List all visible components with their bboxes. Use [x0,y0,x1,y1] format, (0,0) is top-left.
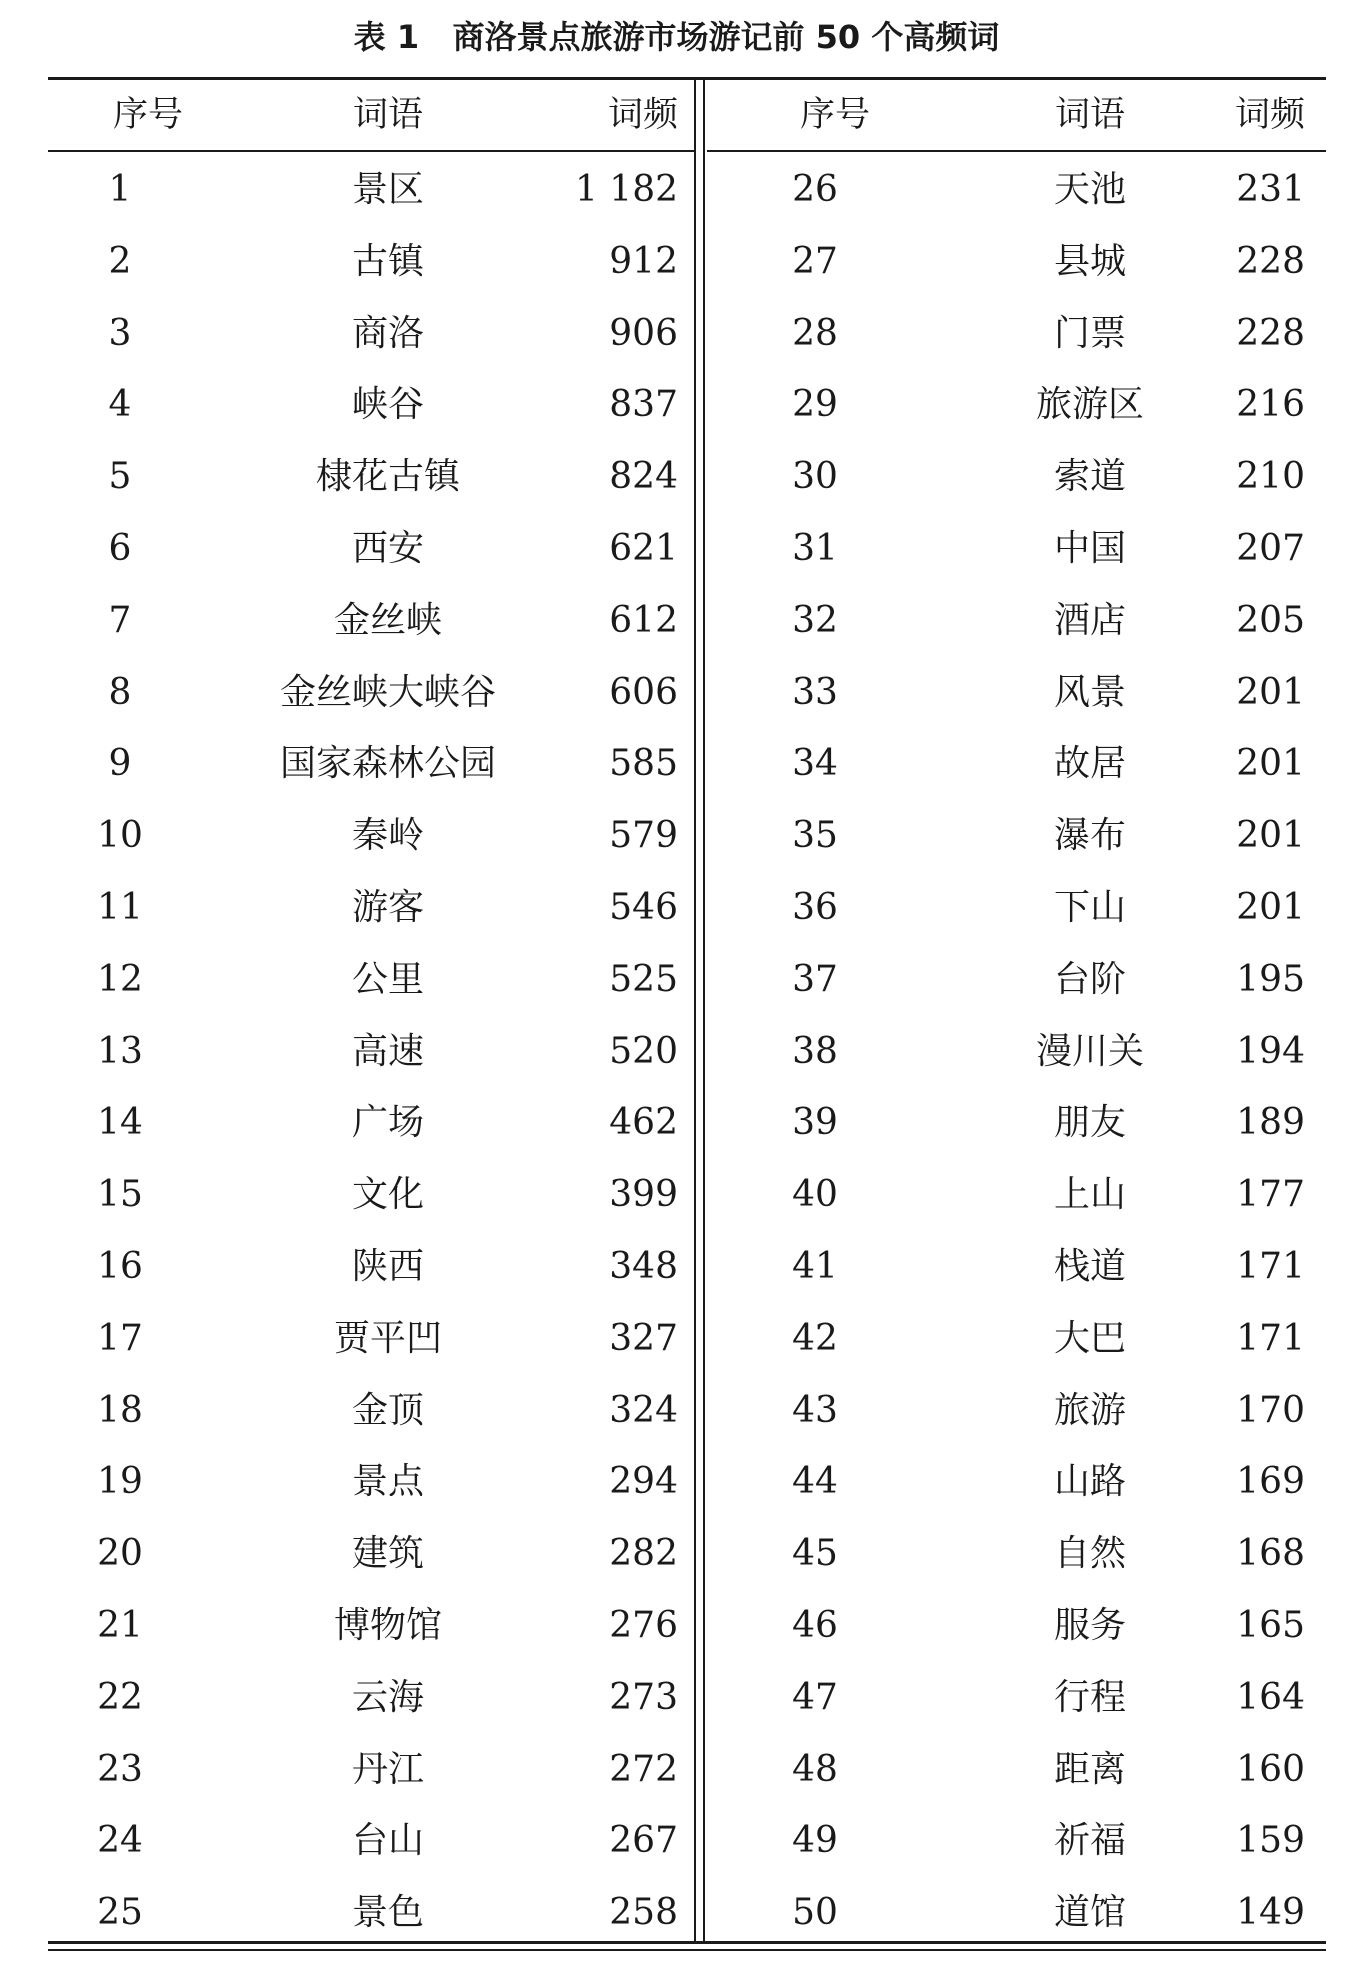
cell-index: 4 [108,384,132,426]
table-row [48,1087,694,1159]
cell-index: 48 [792,1748,838,1790]
cell-index: 32 [792,599,838,641]
header-index: 序号 [112,95,183,135]
cell-index: 15 [97,1174,143,1216]
column-divider-left-line [694,80,696,1941]
table-row [705,1518,1326,1590]
header-frequency: 词频 [607,95,678,135]
header-index: 序号 [799,95,870,135]
table-row [705,872,1326,944]
cell-frequency: 525 [609,958,678,1000]
cell-word: 酒店 [1053,599,1126,641]
table-row [705,298,1326,370]
cell-index: 18 [97,1389,143,1431]
table-bottom-rule-second [48,1949,1326,1951]
table-row [705,154,1326,226]
cell-word: 漫川关 [1035,1030,1144,1072]
cell-index: 30 [792,456,838,498]
table-row [48,1231,694,1303]
table-row [705,1805,1326,1877]
cell-word: 景色 [351,1892,424,1934]
cell-word: 台山 [351,1820,424,1862]
cell-word: 陕西 [351,1245,424,1287]
table-row [705,513,1326,585]
table-row [705,1734,1326,1806]
cell-word: 文化 [351,1174,424,1216]
table-row [48,1805,694,1877]
cell-index: 11 [97,886,143,928]
cell-word: 景区 [351,169,424,210]
table-row [705,1303,1326,1375]
table-row [48,1518,694,1590]
cell-frequency: 159 [1236,1820,1305,1862]
cell-index: 13 [97,1030,143,1072]
cell-index: 37 [792,958,838,1000]
cell-word: 游客 [351,886,424,928]
table-row [705,1590,1326,1662]
table-row [48,513,694,585]
cell-word: 门票 [1053,312,1126,354]
cell-index: 44 [792,1461,838,1503]
cell-word: 景点 [351,1461,424,1503]
cell-frequency: 177 [1236,1174,1305,1216]
cell-index: 46 [792,1604,838,1646]
table-caption: 表 1 商洛景点旅游市场游记前 50 个高频词 [353,18,1000,56]
cell-index: 19 [97,1461,143,1503]
cell-frequency: 606 [609,671,678,713]
cell-word: 金丝峡大峡谷 [279,671,496,713]
table-row [705,1662,1326,1734]
cell-word: 国家森林公园 [279,743,496,785]
cell-word: 栈道 [1053,1245,1126,1287]
table-row [48,1159,694,1231]
cell-word: 金丝峡 [333,599,442,641]
cell-frequency: 189 [1236,1102,1305,1144]
cell-word: 古镇 [351,240,424,282]
cell-index: 38 [792,1030,838,1072]
cell-frequency: 194 [1236,1030,1305,1072]
cell-index: 40 [792,1174,838,1216]
table-header-row [705,80,1326,152]
cell-word: 旅游区 [1035,384,1144,426]
cell-index: 35 [792,815,838,857]
cell-word: 金顶 [351,1389,424,1431]
table-row [705,800,1326,872]
table-row [705,441,1326,513]
table-row [705,1016,1326,1088]
table-row [48,441,694,513]
cell-index: 50 [792,1892,838,1934]
table-header-row [48,80,694,152]
cell-frequency: 579 [609,815,678,857]
table-row [48,728,694,800]
table-row [48,1016,694,1088]
table-row [48,585,694,657]
cell-word: 秦岭 [351,815,424,857]
table-row [48,872,694,944]
table-row [705,369,1326,441]
cell-word: 道馆 [1053,1892,1126,1934]
cell-frequency: 612 [609,599,678,641]
cell-word: 丹江 [351,1748,424,1790]
cell-frequency: 228 [1236,312,1305,354]
table-row [705,1446,1326,1518]
cell-word: 大巴 [1053,1317,1126,1359]
cell-frequency: 210 [1236,456,1305,498]
cell-word: 贾平凹 [333,1317,442,1359]
table-row [48,1446,694,1518]
table-row [48,1877,694,1949]
table-row [705,1231,1326,1303]
cell-index: 24 [97,1820,143,1862]
cell-index: 1 [108,169,132,210]
cell-word: 自然 [1053,1533,1126,1575]
header-word: 词语 [1054,95,1125,135]
cell-frequency: 272 [609,1748,678,1790]
cell-index: 17 [97,1317,143,1359]
cell-frequency: 546 [609,886,678,928]
cell-index: 43 [792,1389,838,1431]
cell-word: 旅游 [1053,1389,1126,1431]
cell-word: 高速 [351,1030,424,1072]
cell-frequency: 282 [609,1533,678,1575]
cell-frequency: 837 [609,384,678,426]
cell-frequency: 621 [609,527,678,569]
cell-index: 45 [792,1533,838,1575]
cell-word: 广场 [351,1102,424,1144]
cell-index: 21 [97,1604,143,1646]
cell-word: 天池 [1053,169,1126,210]
cell-index: 29 [792,384,838,426]
table-row [705,226,1326,298]
cell-index: 49 [792,1820,838,1862]
table-row [48,657,694,729]
cell-word: 故居 [1053,743,1126,785]
cell-word: 行程 [1053,1676,1126,1718]
cell-frequency: 164 [1236,1676,1305,1718]
cell-word: 县城 [1053,240,1126,282]
cell-index: 23 [97,1748,143,1790]
table-row [48,226,694,298]
cell-frequency: 171 [1236,1317,1305,1359]
cell-index: 27 [792,240,838,282]
table-row [705,944,1326,1016]
cell-word: 峡谷 [351,384,424,426]
header-frequency: 词频 [1234,95,1305,135]
cell-word: 台阶 [1053,958,1126,1000]
table-row [705,1159,1326,1231]
cell-index: 31 [792,527,838,569]
cell-frequency: 201 [1236,671,1305,713]
cell-index: 10 [97,815,143,857]
cell-frequency: 201 [1236,815,1305,857]
cell-frequency: 205 [1236,599,1305,641]
cell-word: 公里 [351,958,424,1000]
cell-word: 服务 [1053,1604,1126,1646]
cell-word: 商洛 [351,312,424,354]
cell-frequency: 171 [1236,1245,1305,1287]
cell-frequency: 160 [1236,1748,1305,1790]
cell-index: 20 [97,1533,143,1575]
cell-word: 风景 [1053,671,1126,713]
cell-word: 建筑 [351,1533,424,1575]
table-row [48,1662,694,1734]
table-row [705,1087,1326,1159]
table-row [48,800,694,872]
cell-frequency: 520 [609,1030,678,1072]
cell-frequency: 258 [609,1892,678,1934]
cell-index: 12 [97,958,143,1000]
table-body-left [48,154,694,1949]
cell-frequency: 165 [1236,1604,1305,1646]
cell-index: 28 [792,312,838,354]
table-row [705,1375,1326,1447]
cell-word: 下山 [1053,886,1126,928]
cell-index: 7 [108,599,132,641]
table-left-half [48,80,694,1949]
cell-frequency: 231 [1236,169,1305,210]
table-row [705,585,1326,657]
cell-word: 山路 [1053,1461,1126,1503]
cell-index: 36 [792,886,838,928]
cell-word: 棣花古镇 [315,456,460,498]
cell-word: 上山 [1053,1174,1126,1216]
cell-frequency: 585 [609,743,678,785]
cell-frequency: 168 [1236,1533,1305,1575]
cell-index: 34 [792,743,838,785]
table-row [48,1590,694,1662]
cell-index: 5 [108,456,132,498]
cell-frequency: 906 [609,312,678,354]
cell-word: 朋友 [1053,1102,1126,1144]
cell-frequency: 327 [609,1317,678,1359]
cell-index: 33 [792,671,838,713]
table-body-right [705,154,1326,1949]
cell-index: 14 [97,1102,143,1144]
cell-frequency: 201 [1236,743,1305,785]
cell-frequency: 824 [609,456,678,498]
cell-frequency: 912 [609,240,678,282]
cell-index: 9 [108,743,132,785]
table-row [48,298,694,370]
cell-index: 8 [108,671,132,713]
cell-word: 索道 [1053,456,1126,498]
table-right-half [705,80,1326,1949]
cell-word: 距离 [1053,1748,1126,1790]
cell-word: 祈福 [1053,1820,1126,1862]
cell-index: 26 [792,169,838,210]
cell-frequency: 228 [1236,240,1305,282]
cell-index: 3 [108,312,132,354]
cell-index: 47 [792,1676,838,1718]
header-word: 词语 [352,95,423,135]
cell-index: 41 [792,1245,838,1287]
cell-frequency: 201 [1236,886,1305,928]
cell-index: 39 [792,1102,838,1144]
cell-frequency: 149 [1236,1892,1305,1934]
cell-word: 中国 [1053,527,1126,569]
cell-index: 42 [792,1317,838,1359]
table-row [705,657,1326,729]
cell-frequency: 169 [1236,1461,1305,1503]
table-row [48,369,694,441]
cell-frequency: 216 [1236,384,1305,426]
cell-word: 西安 [351,527,424,569]
cell-index: 16 [97,1245,143,1287]
cell-index: 6 [108,527,132,569]
cell-frequency: 195 [1236,958,1305,1000]
cell-frequency: 170 [1236,1389,1305,1431]
cell-word: 云海 [351,1676,424,1718]
cell-index: 2 [108,240,132,282]
table-row [48,154,694,226]
table-row [705,728,1326,800]
cell-index: 25 [97,1892,143,1934]
cell-frequency: 294 [609,1461,678,1503]
cell-frequency: 324 [609,1389,678,1431]
table-row [705,1877,1326,1949]
cell-frequency: 348 [609,1245,678,1287]
cell-frequency: 267 [609,1820,678,1862]
table-row [48,944,694,1016]
table-row [48,1303,694,1375]
cell-frequency: 1 182 [574,169,678,210]
cell-frequency: 399 [609,1174,678,1216]
cell-frequency: 462 [609,1102,678,1144]
cell-index: 22 [97,1676,143,1718]
cell-frequency: 207 [1236,527,1305,569]
cell-frequency: 276 [609,1604,678,1646]
cell-frequency: 273 [609,1676,678,1718]
cell-word: 博物馆 [333,1604,442,1646]
table-row [48,1734,694,1806]
table-row [48,1375,694,1447]
cell-word: 瀑布 [1053,815,1126,857]
